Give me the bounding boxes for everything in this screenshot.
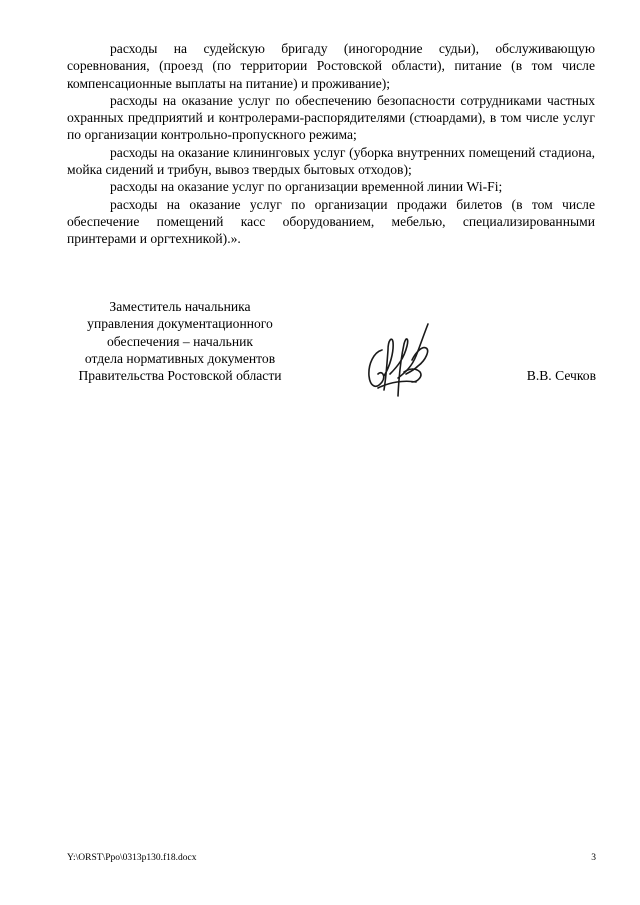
signer-name: В.В. Сечков xyxy=(526,368,596,383)
document-body xyxy=(67,40,595,248)
signatory-title-line: управления документационного xyxy=(87,316,273,332)
paragraph-cleaning-expenses: расходы на оказание клининговых услуг (уборка внутренних помещений стадиона, мойка сидений и трибун, вывоз твердых бытовых отходов); xyxy=(67,144,595,178)
paragraph-ticket-sales-expenses: расходы на оказание услуг по организации продажи билетов (в том числе обеспечение помещений касс оборудованием, мебелью, специализированными принтерами и оргтехникой).». xyxy=(67,196,595,247)
signatory-title-line: обеспечения – начальник xyxy=(106,333,254,349)
page-number: 3 xyxy=(591,853,596,863)
handwritten-signature xyxy=(360,316,440,402)
signatory-title xyxy=(60,298,300,384)
paragraph-security-expenses: расходы на оказание услуг по обеспечению безопасности сотрудниками частных охранных предприятий и контролерами-распорядителями (стюардами), в том числе услуг по организации контрольно-пропускного режима; xyxy=(67,92,595,143)
paragraph-judges-expenses: расходы на судейскую бригаду (иногородние судьи), обслуживающую соревнования, (проезд (по территории Ростовской области), питание (в том числе компенсационные выплаты на питание) и проживание); xyxy=(67,41,595,91)
signatory-title-line: Правительства Ростовской области xyxy=(78,368,282,384)
signatory-title-line: отдела нормативных документов xyxy=(84,350,276,366)
signatory-title-line: Заместитель начальника xyxy=(109,299,251,314)
footer-file-path: Y:\ORST\Ppo\0313p130.f18.docx xyxy=(67,853,197,863)
paragraph-wifi-expenses: расходы на оказание услуг по организации временной линии Wi-Fi; xyxy=(110,179,503,195)
